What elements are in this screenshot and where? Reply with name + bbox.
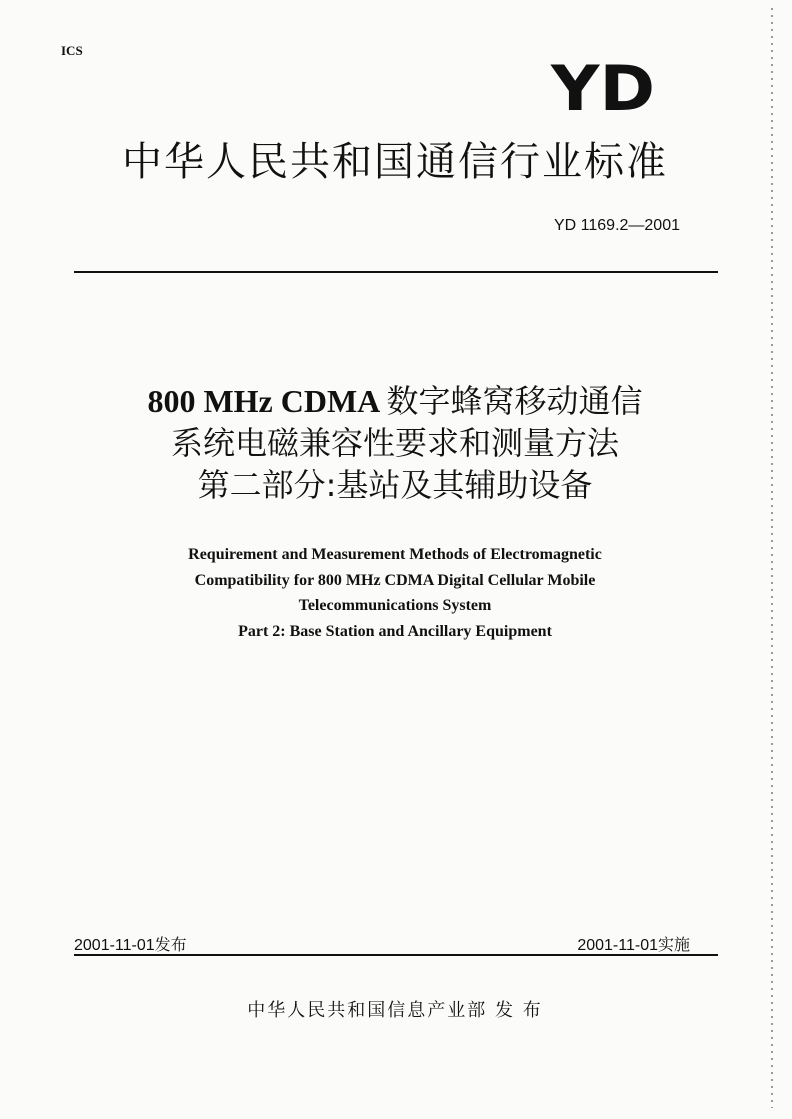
english-title-line-3: Telecommunications System <box>298 597 492 614</box>
logo-text: YD <box>549 54 655 120</box>
standard-category-title: 中华人民共和国通信行业标准 <box>122 139 668 185</box>
ics-label: ICS <box>61 43 83 58</box>
scan-edge-dots <box>771 8 773 1108</box>
title-prefix: 800 MHz CDMA <box>147 383 379 419</box>
publisher: 中华人民共和国信息产业部 发 布 <box>247 1000 543 1021</box>
yd-logo <box>548 54 658 120</box>
standard-number: YD 1169.2—2001 <box>553 217 680 234</box>
header-divider <box>74 271 718 273</box>
chinese-title-line-2: 系统电磁兼容性要求和测量方法 <box>170 424 619 462</box>
english-title-line-2: Compatibility for 800 MHz CDMA Digital Cellular Mobile <box>194 571 596 589</box>
english-title-line-1: Requirement and Measurement Methods of Electromagnetic <box>188 546 602 563</box>
implement-date: 2001-11-01实施 <box>577 937 690 954</box>
title-line-1-rest: 数字蜂窝移动通信 <box>386 382 643 420</box>
chinese-title-line-3: 第二部分:基站及其辅助设备 <box>197 466 593 504</box>
english-title-line-4: Part 2: Base Station and Ancillary Equipment <box>238 622 552 640</box>
publish-date: 2001-11-01发布 <box>74 937 187 954</box>
footer-divider <box>74 954 718 956</box>
chinese-title <box>60 380 730 506</box>
english-title <box>60 542 730 644</box>
chinese-title-line-1 <box>60 380 730 422</box>
